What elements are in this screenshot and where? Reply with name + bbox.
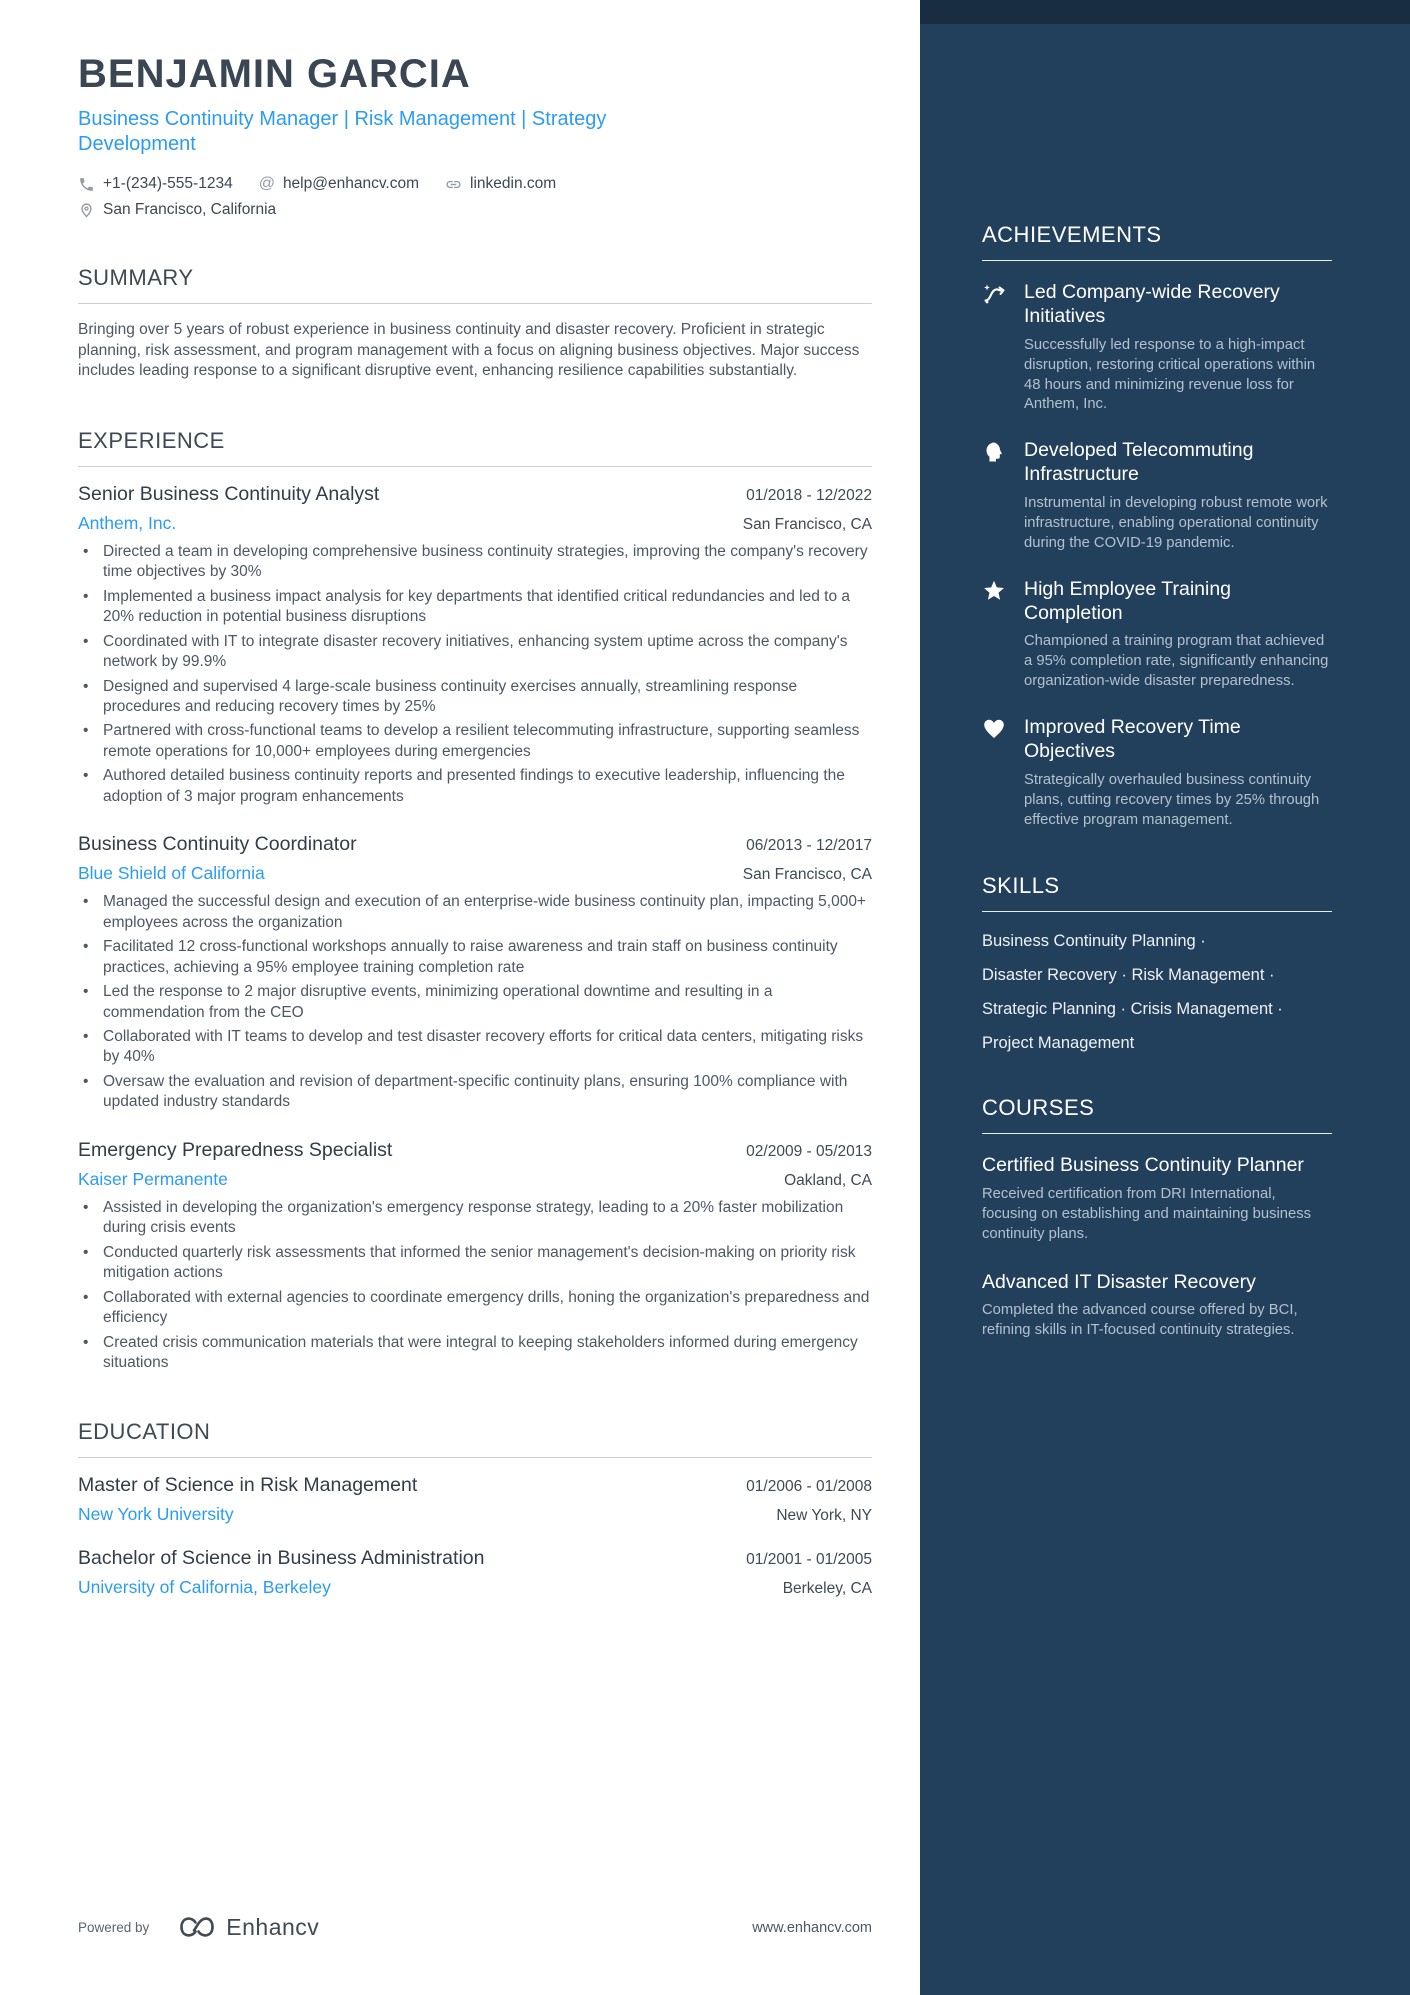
email-item[interactable] bbox=[259, 175, 419, 193]
education-dates: 01/2006 - 01/2008 bbox=[746, 1478, 872, 1496]
location-item bbox=[78, 201, 276, 219]
company-link[interactable]: Blue Shield of California bbox=[78, 863, 265, 884]
bullet: • Conducted quarterly risk assessments that informed the senior management's decision-making on priority risk mitigation actions bbox=[78, 1243, 872, 1284]
at-icon: @ bbox=[258, 175, 275, 192]
resume-header bbox=[78, 52, 872, 219]
job-title: Emergency Preparedness Specialist bbox=[78, 1138, 393, 1161]
website-link[interactable]: www.enhancv.com bbox=[752, 1919, 872, 1936]
education-entry bbox=[78, 1547, 872, 1598]
summary-section bbox=[78, 265, 872, 382]
job-bullets bbox=[78, 892, 872, 1113]
course-title: Advanced IT Disaster Recovery bbox=[982, 1270, 1256, 1293]
course-item bbox=[982, 1271, 1332, 1342]
experience-heading: EXPERIENCE bbox=[78, 428, 872, 467]
bullet: • Oversaw the evaluation and revision of department-specific continuity plans, ensuring 100% compliance with updated industry standards bbox=[78, 1072, 872, 1113]
powered-by-label: Powered by bbox=[78, 1920, 150, 1935]
job-dates: 01/2018 - 12/2022 bbox=[746, 486, 872, 504]
school-link[interactable]: New York University bbox=[78, 1504, 234, 1525]
achievements-heading: ACHIEVEMENTS bbox=[982, 222, 1332, 261]
bullet: • Collaborated with external agencies to coordinate emergency drills, honing the organization's preparedness and efficiency bbox=[78, 1288, 872, 1329]
linkedin-link[interactable]: linkedin.com bbox=[470, 175, 557, 192]
course-item bbox=[982, 1154, 1332, 1245]
enhancv-brand bbox=[177, 1914, 319, 1941]
job-location: Oakland, CA bbox=[784, 1171, 872, 1189]
skill-line: Project Management bbox=[982, 1033, 1135, 1052]
achievement-title: High Employee Training Completion bbox=[1024, 577, 1232, 624]
course-text: Completed the advanced course offered by BCI, refining skills in IT-focused continuity strategies. bbox=[982, 1302, 1298, 1339]
summary-text: Bringing over 5 years of robust experience in business continuity and disaster recovery. Proficient in strategic planning, risk assessment, and program management with a focus on aligning business objectives. Major success includes leading response to a significant disruptive event, enhancing resilience capabilities substantially. bbox=[78, 321, 860, 380]
achievement-item bbox=[982, 716, 1332, 830]
course-text: Received certification from DRI International, focusing on establishing and maintaining business continuity plans. bbox=[982, 1185, 1312, 1242]
phone-number: +1-(234)-555-1234 bbox=[103, 175, 233, 192]
job-bullets bbox=[78, 542, 872, 807]
job-entry bbox=[78, 483, 872, 807]
bullet: • Coordinated with IT to integrate disaster recovery initiatives, enhancing system uptime across the company's network by 99.9% bbox=[78, 632, 872, 673]
enhancv-logo-text: Enhancv bbox=[226, 1914, 320, 1940]
experience-section bbox=[78, 428, 872, 1374]
achievement-text: Instrumental in developing robust remote work infrastructure, enabling operational continuity during the COVID-19 pandemic. bbox=[1024, 495, 1328, 551]
location-text: San Francisco, California bbox=[103, 201, 277, 218]
bullet: • Designed and supervised 4 large-scale business continuity exercises annually, streamlining response procedures and reducing recovery times by 25% bbox=[78, 677, 872, 718]
link-icon bbox=[445, 176, 462, 193]
achievement-text: Championed a training program that achieved a 95% completion rate, significantly enhancing organization-wide disaster preparedness. bbox=[1024, 633, 1329, 690]
courses-heading: COURSES bbox=[982, 1095, 1332, 1134]
achievement-title: Led Company-wide Recovery Initiatives bbox=[1024, 281, 1280, 327]
achievement-item bbox=[982, 578, 1332, 692]
job-title: Business Continuity Coordinator bbox=[78, 833, 357, 856]
bullet: • Managed the successful design and execution of an enterprise-wide business continuity plan, impacting 5,000+ employees across the organization bbox=[78, 892, 872, 933]
school-link[interactable]: University of California, Berkeley bbox=[78, 1577, 331, 1598]
courses-section bbox=[982, 1095, 1332, 1341]
location-pin-icon bbox=[78, 202, 95, 219]
contact-row bbox=[78, 175, 872, 193]
trend-curve-arrow-icon bbox=[982, 281, 1008, 415]
achievement-text: Strategically overhauled business continuity plans, cutting recovery times by 25% through effective program management. bbox=[1024, 771, 1320, 828]
job-title: Senior Business Continuity Analyst bbox=[78, 482, 380, 505]
job-bullets bbox=[78, 1198, 872, 1374]
email-address[interactable]: help@enhancv.com bbox=[282, 175, 420, 192]
job-dates: 06/2013 - 12/2017 bbox=[746, 837, 872, 855]
achievement-title: Developed Telecommuting Infrastructure bbox=[1024, 439, 1254, 486]
job-location: San Francisco, CA bbox=[742, 515, 872, 533]
bullet: • Led the response to 2 major disruptive events, minimizing operational downtime and resulting in a commendation from the CEO bbox=[78, 982, 872, 1023]
degree: Master of Science in Risk Management bbox=[78, 1474, 418, 1497]
bullet: • Created crisis communication materials that were integral to keeping stakeholders informed during emergency situations bbox=[78, 1333, 872, 1374]
job-location: San Francisco, CA bbox=[742, 866, 872, 884]
education-entry bbox=[78, 1474, 872, 1525]
skills-heading: SKILLS bbox=[982, 873, 1332, 912]
company-link[interactable]: Anthem, Inc. bbox=[78, 512, 177, 533]
bullet: • Directed a team in developing comprehensive business continuity strategies, improving the company's recovery time objectives by 30% bbox=[78, 542, 872, 583]
job-dates: 02/2009 - 05/2013 bbox=[746, 1142, 872, 1160]
degree: Bachelor of Science in Business Administration bbox=[78, 1547, 485, 1570]
enhancv-logo-icon bbox=[177, 1914, 217, 1941]
bullet: • Partnered with cross-functional teams to develop a resilient telecommuting infrastructure, supporting seamless remote operations for 10,000+ employees during emergencies bbox=[78, 721, 872, 762]
linkedin-item[interactable] bbox=[445, 175, 556, 193]
bullet: • Collaborated with IT teams to develop and test disaster recovery efforts for critical data centers, mitigating risks by 40% bbox=[78, 1027, 872, 1068]
education-location: New York, NY bbox=[776, 1507, 872, 1525]
company-link[interactable]: Kaiser Permanente bbox=[78, 1168, 228, 1189]
achievement-item bbox=[982, 281, 1332, 415]
phone-icon bbox=[78, 176, 95, 193]
page-footer bbox=[78, 1914, 872, 1941]
head-profile-icon bbox=[982, 439, 1008, 553]
education-location: Berkeley, CA bbox=[782, 1580, 872, 1598]
bullet: • Implemented a business impact analysis for key departments that identified critical redundancies and led to a 20% reduction in potential business disruptions bbox=[78, 587, 872, 628]
bullet: • Assisted in developing the organization's emergency response strategy, leading to a 20% faster mobilization during crisis events bbox=[78, 1198, 872, 1239]
sidebar bbox=[920, 0, 1410, 1995]
person-name: BENJAMIN GARCIA bbox=[78, 52, 471, 96]
skill-line: Business Continuity Planning · bbox=[982, 931, 1206, 950]
job-entry bbox=[78, 1139, 872, 1374]
course-title: Certified Business Continuity Planner bbox=[982, 1153, 1304, 1176]
phone-item bbox=[78, 175, 233, 193]
achievement-title: Improved Recovery Time Objectives bbox=[1024, 716, 1241, 763]
achievement-text: Successfully led response to a high-impact disruption, restoring critical operations within 48 hours and minimizing revenue loss for Anthem, Inc. bbox=[1024, 336, 1316, 413]
job-entry bbox=[78, 833, 872, 1113]
skills-section bbox=[982, 873, 1332, 1053]
bullet: • Facilitated 12 cross-functional workshops annually to raise awareness and train staff on business continuity practices, achieving a 95% employee training completion rate bbox=[78, 937, 872, 978]
star-icon bbox=[982, 578, 1008, 692]
bullet: • Authored detailed business continuity reports and presented findings to executive leadership, influencing the adoption of 3 major program enhancements bbox=[78, 766, 872, 807]
summary-heading: SUMMARY bbox=[78, 265, 872, 304]
heart-icon bbox=[982, 716, 1008, 830]
education-section bbox=[78, 1419, 872, 1598]
achievements-section bbox=[982, 222, 1332, 831]
skill-line: Disaster Recovery · Risk Management · bbox=[982, 965, 1275, 984]
achievement-item bbox=[982, 439, 1332, 553]
location-row bbox=[78, 201, 872, 219]
skill-line: Strategic Planning · Crisis Management · bbox=[982, 999, 1283, 1018]
education-heading: EDUCATION bbox=[78, 1419, 872, 1458]
headline: Business Continuity Manager | Risk Management | Strategy Development bbox=[78, 108, 607, 155]
sidebar-top-strip bbox=[920, 0, 1410, 24]
education-dates: 01/2001 - 01/2005 bbox=[746, 1551, 872, 1569]
